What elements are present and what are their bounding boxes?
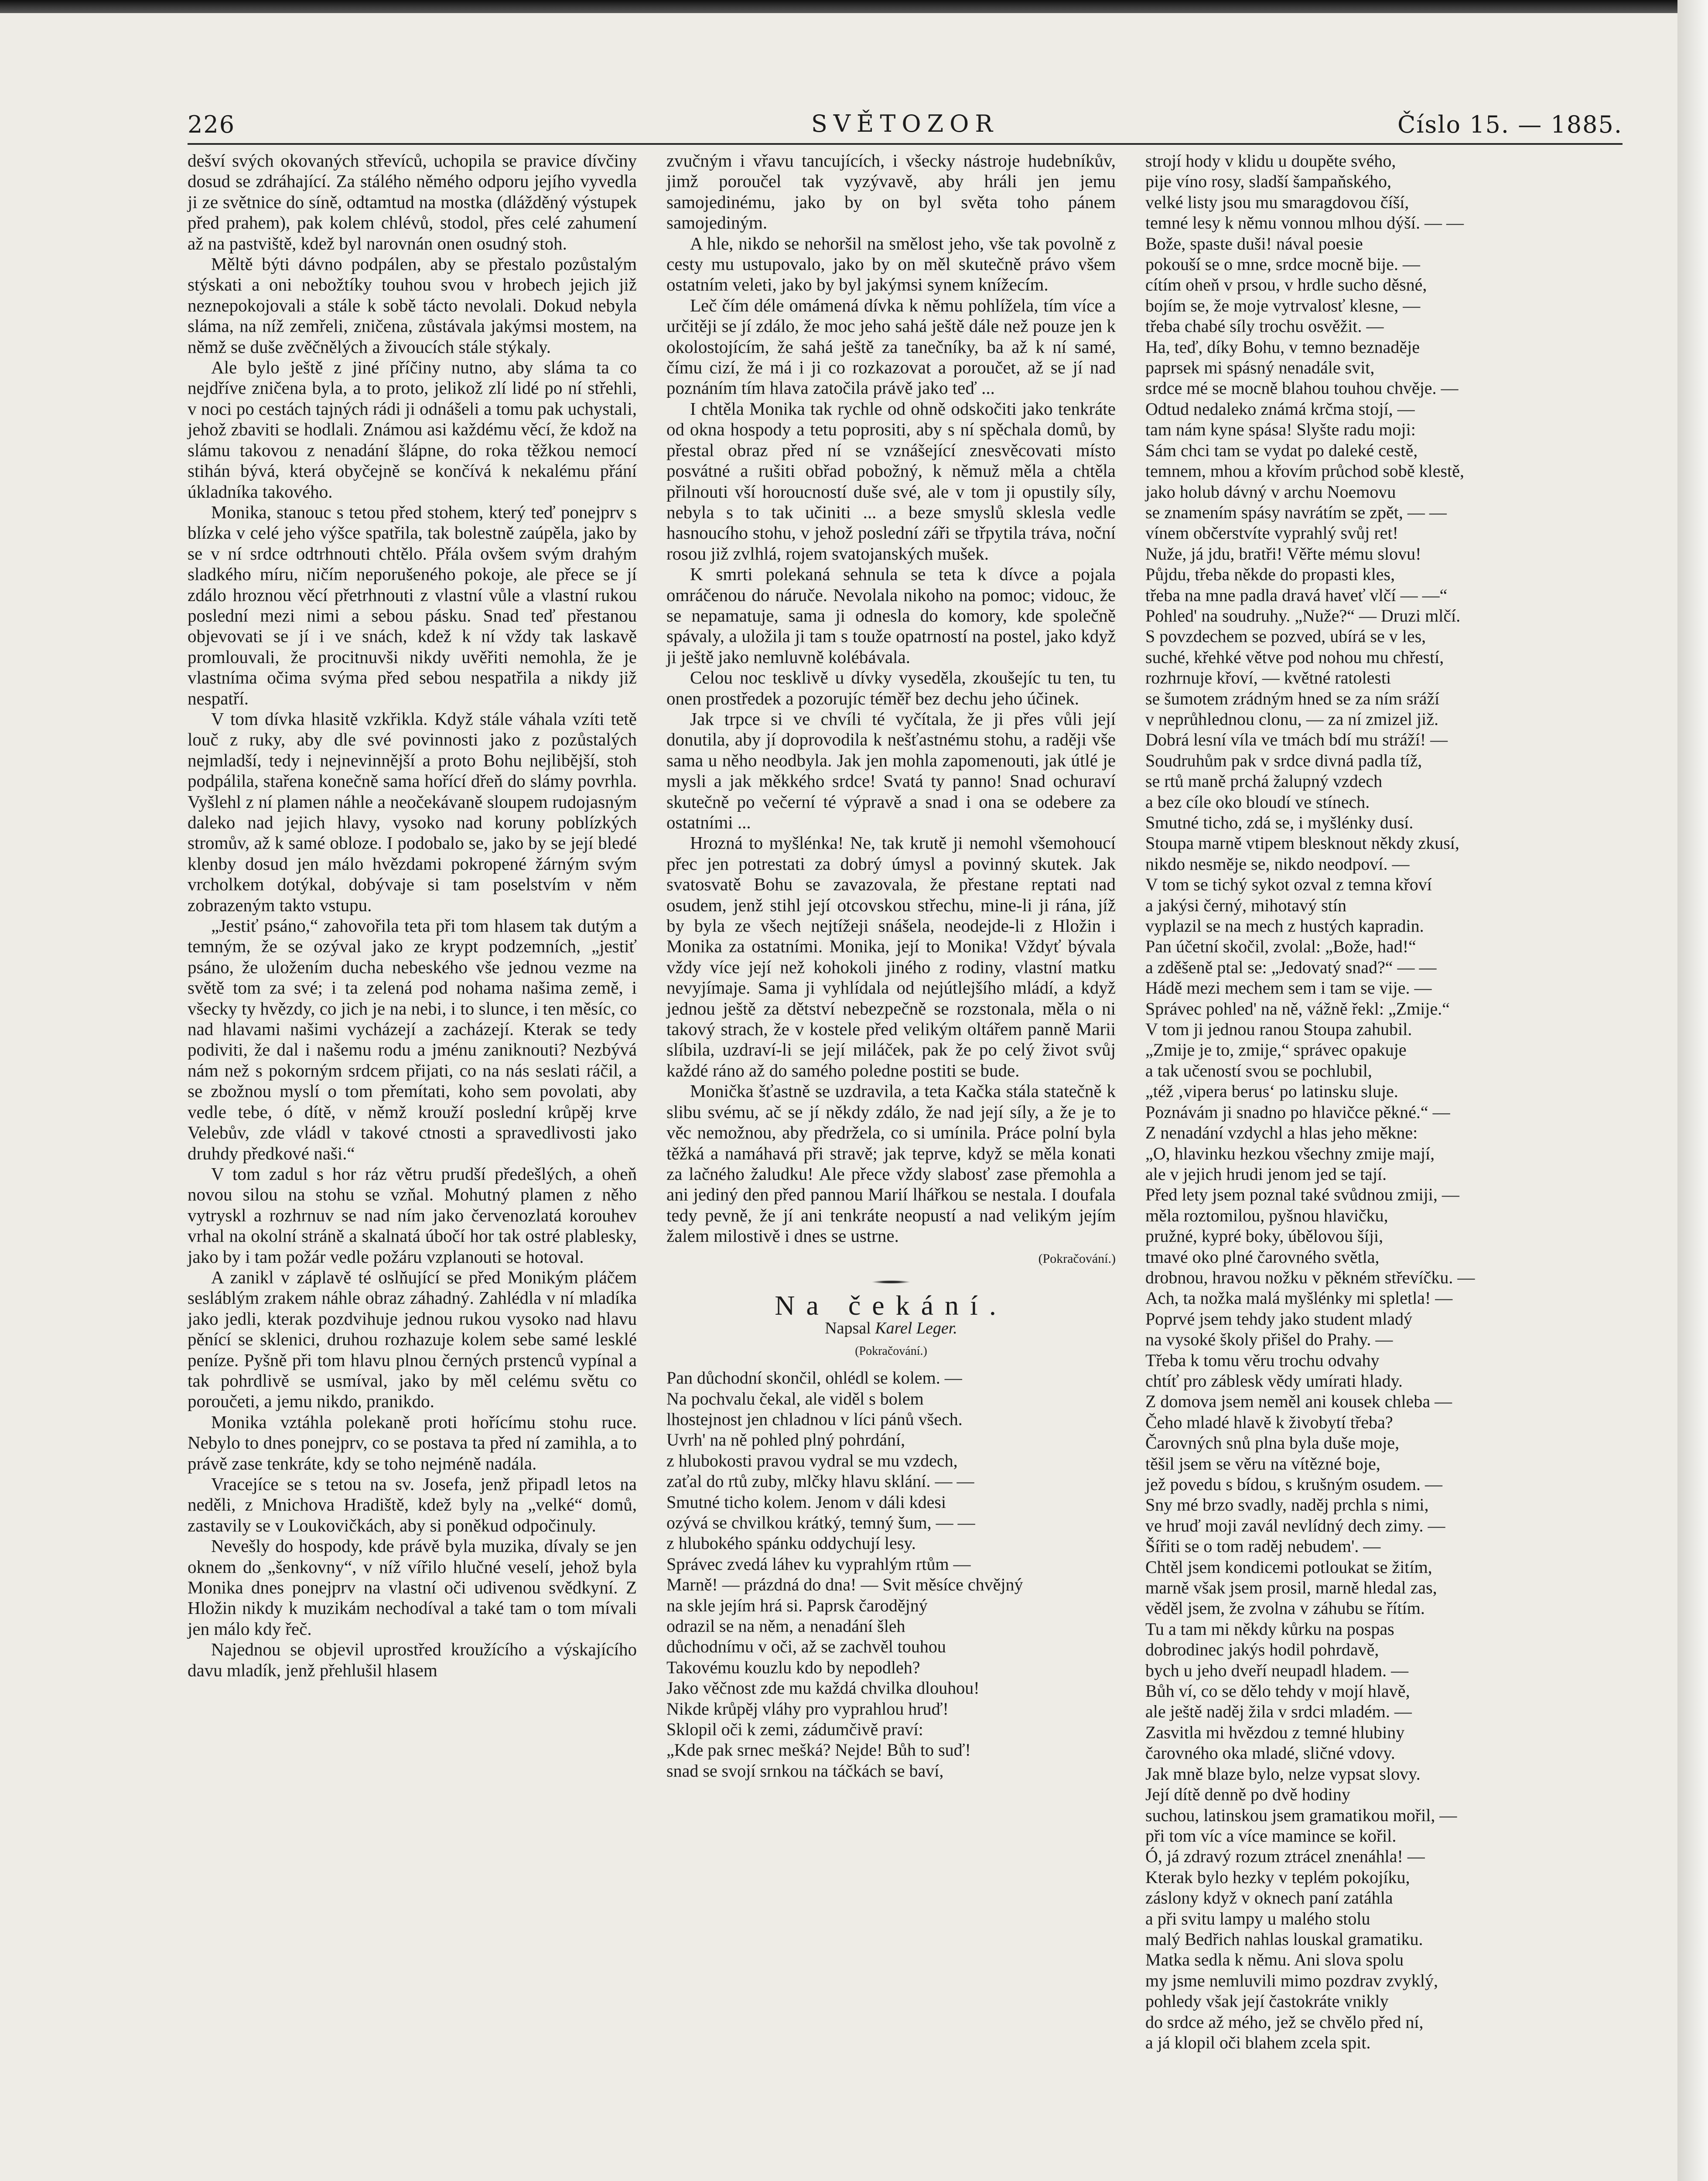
poem-line: Pohled' na soudruhy. „Nuže?“ — Druzi mlčí.	[1145, 605, 1461, 626]
paragraph: dešví svých okovaných střevíců, uchopila se pravice dívčiny dosud se zdráhající. Za stálého němého odporu jejího vyvedla ji ze světnice do síně, odtamtud na mostka (dlážděný výstupek před prahem), pak kolem chlévů, stodol, přes celé zahumení až na pastviště, kdež byl narovnán onen osudný stoh.	[188, 150, 637, 253]
poem-line: a já klopil oči blahem zcela spit.	[1145, 2032, 1371, 2052]
poem-line: záslony když v oknech paní zatáhla	[1145, 1888, 1393, 1908]
poem-line: Sám chci tam se vydat po daleké cestě,	[1145, 440, 1418, 460]
poem-line: Smutné ticho, zdá se, i myšlénky dusí.	[1145, 813, 1414, 832]
paragraph: A zanikl v záplavě té oslňující se před Monikým pláčem sesláblým zrakem náhle obraz záhadný. Zahlédla v ní mladíka jako jedli, kterak pozdvihuje jednou rukou vysoko nad hlavu pěnící se sklenici, druhou rozhazuje kolem sebe samé lesklé peníze. Pyšně při tom hlavu plnou černých prstenců vypínal a tak pohrdlivě se usmíval, jako by měl celému světu co poroučeti, a jemu nikdo, pranikdo.	[188, 1267, 637, 1412]
poem-line: a při svitu lampy u malého stolu	[1145, 1908, 1370, 1928]
poem-line: Pan důchodní skončil, ohlédl se kolem. —	[666, 1368, 962, 1388]
poem-line: V tom se tichý sykot ozval z temna křoví	[1145, 875, 1432, 895]
poem-line: Na pochvalu čekal, ale viděl s bolem	[666, 1388, 924, 1408]
poem-line: z hlubokého spánku oddychují lesy.	[666, 1533, 916, 1553]
poem-line: temné lesy k němu vonnou mlhou dýší. — —	[1145, 213, 1464, 233]
poem-line: a jakýsi černý, mihotavý stín	[1145, 895, 1347, 915]
poem-line: Sklopil oči k zemi, zádumčivě praví:	[666, 1720, 923, 1740]
page-number: 226	[188, 111, 236, 138]
poem-line: vínem občerstvíte vyprahlý svůj ret!	[1145, 523, 1398, 543]
poem-line: Šířiti se o tom raděj nebudem'. —	[1145, 1536, 1381, 1556]
poem-line: Ha, teď, díky Bohu, v temno beznaděje	[1145, 337, 1420, 357]
poem-line: Soudruhům pak v srdce divná padla tíž,	[1145, 750, 1422, 770]
paragraph: Monika, stanouc s tetou před stohem, který teď ponejprv s blízka v celé jeho výšce spatřila, tak bolestně zaúpěla, jako by se v ní srdce odtrhnouti chtělo. Přála ovšem svým drahým sladkého míru, ničím neporušeného pokoje, ale přece se jí zdálo hroznou věcí přetrhnouti z vlastní vůle a vlastní rukou poslední mezi nimi a sebou pásku. Snad teď přestanou objevovati se jí i ve snách, kdež k ní vždy tak laskavě promlouvali, že procitnuvši nikdy uvěřiti nemohla, že je vlastníma očima svýma před sebou nespatřila a nikdy již nespatří.	[188, 502, 637, 708]
continuation-note: (Pokračování.)	[1038, 1251, 1116, 1266]
poem-line: bych u jeho dveří neupadl hladem. —	[1145, 1660, 1409, 1680]
paragraph: K smrti polekaná sehnula se teta k dívce a pojala omráčenou do náruče. Nevolala nikoho na pomoc; vidouc, že se nepamatuje, sama ji odnesla do komory, kde společně spávaly, a uložila ji tam s touže opatrností na postel, jako když ji ještě jako nemluvně kolébávala.	[666, 564, 1116, 667]
poem-line: Sny mé brzo svadly, naděj prchla s nimi,	[1145, 1495, 1429, 1515]
poem-line: chtíť pro záblesk vědy umírati hlady.	[1145, 1371, 1403, 1391]
paragraph: A hle, nikdo se nehoršil na smělost jeho, vše tak povolně z cesty mu ustupovalo, jako by on měl skutečně právo všem ostatním veleti, jako by byl jakýmsi synem knížecím.	[666, 233, 1116, 295]
poem-line: pokouší se o mne, srdce mocně bije. —	[1145, 254, 1420, 274]
poem-line: Správec zvedá láhev ku vyprahlým rtům —	[666, 1554, 971, 1574]
poem-line: velké listy jsou mu smaragdovou číší,	[1145, 192, 1409, 212]
poem-line: Tu a tam mi někdy kůrku na pospas	[1145, 1619, 1394, 1639]
poem-line: pružné, kypré boky, úbělovou šíji,	[1145, 1226, 1383, 1246]
paragraph: „Jestiť psáno,“ zahovořila teta při tom hlasem tak dutým a temným, že se ozýval jako ze krypt podzemních, „jestiť psáno, že uložením ducha nebeského vše jednou vezme na světě tom za své; i ta zelená pod nohama našima země, i všecky ty hvězdy, co jich je na nebi, i to slunce, i ten měsíc, co nad hlavami našimi vycházejí a zacházejí. Kterak se tedy podiviti, že dal i našemu rodu a jménu zaniknouti? Nezbývá nám než s pokorným srdcem přijati, co na nás seslati ráčil, a se zbožnou myslí o tom přemítati, koho sem povolati, aby vedle tebe, ó dítě, v němž krouží poslední krůpěj krve Velebův, zde vládl v takové ctnosti a spravedlivosti jako druhdy předkové naši.“	[188, 916, 637, 1163]
poem-line: Hádě mezi mechem sem i tam se vije. —	[1145, 978, 1432, 998]
poem-line: dobrodinec jakýs hodil pohrdavě,	[1145, 1640, 1379, 1660]
poem-line: se šumotem zrádným hned se za ním sráží	[1145, 688, 1440, 708]
poem-line: odrazil se na něm, a nenadání šleh	[666, 1616, 905, 1636]
poem-line: Matka sedla k němu. Ani slova spolu	[1145, 1950, 1404, 1970]
poem-line: věděl jsem, že zvolna v záhubu se řítím.	[1145, 1598, 1425, 1618]
poem-line: Odtud nedaleko známá krčma stojí, —	[1145, 399, 1415, 419]
poem-line: tmavé oko plné čarovného světla,	[1145, 1247, 1380, 1267]
byline-prefix: Napsal	[825, 1319, 871, 1338]
page-header	[188, 104, 1623, 139]
poem-line: strojí hody v klidu u doupěte svého,	[1145, 151, 1396, 171]
poem-line: Bože, spaste duši! nával poesie	[1145, 233, 1363, 253]
poem-block	[666, 1367, 1116, 1781]
poem-line: ozývá se chvilkou krátký, temný šum, — —	[666, 1513, 975, 1532]
poem-line: rozhrnuje křoví, — květné ratolesti	[1145, 668, 1391, 688]
poem-line: lhostejnost jen chladnou v líci pánů všech.	[666, 1409, 963, 1429]
poem-line: suchou, latinskou jsem gramatikou mořil, —	[1145, 1805, 1457, 1825]
poem-line: Před lety jsem poznal také svůdnou zmiji, —	[1145, 1185, 1459, 1205]
journal-title: SVĚTOZOR	[811, 110, 999, 137]
poem-line: „též ‚vipera berus‘ po latinsku sluje.	[1145, 1081, 1398, 1101]
poem-line: srdce mé se mocně blahou touhou chvěje. —	[1145, 378, 1459, 398]
poem-line: z hlubokosti pravou vydral se mu vzdech,	[666, 1450, 958, 1470]
poem-line: Zasvitla mi hvězdou z temné hlubiny	[1145, 1722, 1405, 1742]
poem-line: Ach, ta nožka malá myšlénky mi spletla! —	[1145, 1288, 1453, 1308]
poem-line: čarovného oka mladé, sličné vdovy.	[1145, 1743, 1395, 1763]
column-1	[188, 150, 637, 1681]
poem-line: na skle jejím hrá si. Paprsk čarodějný	[666, 1595, 928, 1615]
poem-line: Správec pohled' na ně, vážně řekl: „Zmije.“	[1145, 998, 1450, 1019]
story-continuation: (Pokračování.)	[855, 1344, 927, 1358]
poem-line: Poprvé jsem tehdy jako student mladý	[1145, 1309, 1413, 1329]
poem-line: Třeba k tomu věru trochu odvahy	[1145, 1350, 1380, 1370]
column-3	[1145, 150, 1623, 2053]
poem-line: marně však jsem prosil, marně hledal zas,	[1145, 1578, 1437, 1598]
poem-line: Nikde krůpěj vláhy pro vyprahlou hruď!	[666, 1699, 949, 1719]
poem-line: ve hruď moji zavál nevlídný dech zimy. —	[1145, 1515, 1445, 1535]
poem-line: Poznávám ji snadno po hlavičce pěkné.“ —	[1145, 1102, 1450, 1122]
poem-line: my jsme nemluvili mimo pozdrav zvyklý,	[1145, 1970, 1438, 1990]
header-rule	[188, 143, 1623, 145]
paragraph: Celou noc tesklivě u dívky vyseděla, zkoušejíc tu ten, tu onen prostředek a pozorujíc téměř bez dechu jeho účinek.	[666, 667, 1116, 708]
paragraph: Nevešly do hospody, kde právě byla muzika, dívaly se jen oknem do „šenkovny“, v níž vířilo hlučné veselí, jehož byla Monika dnes ponejprv na vlastní oči udivenou svědkyní. Z Hložin nikdy k muzikám nechodíval a také tam o tom mívali jen málo kdy řeč.	[188, 1536, 637, 1639]
poem-line: Čeho mladé hlavě k živobytí třeba?	[1145, 1412, 1393, 1432]
paragraph: Hrozná to myšlénka! Ne, tak krutě ji nemohl všemohoucí přec jen potrestati za dobrý úmysl a povinný skutek. Jak svatosvatě Bohu se zavazovala, že přestane reptati nad osudem, jenž stihl její otcovskou střechu, mine-li ji rána, jíž by byla ze všech nejtížeji snášela, neodejde-li z Hložin i Monika za ostatními. Monika, její to Monika! Vždyť bývala vždy více její než kohokoli jiného z rodiny, vlastní matku nevyjímaje. Sama ji vyhlídala od nejútlejšího mládí, a když jednou ještě za dětství nebezpečně se rozstonala, měla o ni takový strach, že v kostele před velikým oltářem panně Marii slíbila, uzdraví-li se její miláček, pak že po celý život svůj každé ráno až do samého poledne postiti se bude.	[666, 833, 1116, 1080]
poem-line: a bez cíle oko bloudí ve stínech.	[1145, 792, 1370, 812]
poem-line: se rtů maně prchá žalupný vzdech	[1145, 771, 1383, 791]
poem-line: Smutné ticho kolem. Jenom v dáli kdesi	[666, 1492, 946, 1512]
poem-line: bojím se, že moje vytrvalosť klesne, —	[1145, 295, 1421, 315]
paragraph: Monika vztáhla polekaně proti hořícímu stohu ruce. Nebylo to dnes ponejprv, co se postava ta před ní zamihla, a to právě zase tenkráte, kdy se toho nejméně nadála.	[188, 1412, 637, 1473]
paragraph: Leč čím déle omámená dívka k němu pohlížela, tím více a určitěji se jí zdálo, že moc jeho sahá ještě dále než pouze jen k okolostojícím, že sahá ještě za tanečníky, ba až k ní samé, čímu cizí, že má i ji co rozkazovat a poroučet, až se jí nad poznáním tím hlava zatočila právě jako teď ...	[666, 295, 1116, 398]
poem-line: temnem, mhou a křovím průchod sobě klestě,	[1145, 461, 1464, 481]
poem-line: Nuže, já jdu, bratři! Věřte mému slovu!	[1145, 544, 1421, 564]
poem-line: těšil jsem se věru na vítězné boje,	[1145, 1453, 1380, 1473]
paragraph: Ale bylo ještě z jiné příčiny nutno, aby sláma ta co nejdříve zničena byla, a to proto, jelikož zlí lidé po ní střehli, v noci po cestách tajných rádi ji odnášeli a tomu pak uchystali, jehož zbaviti se hodlali. Známou asi každému věcí, že kdož na slámu takovou z nenadání šlápne, do roka těžkou nemocí stihán bývá, která obyčejně se končívá k nekalému přání úkladníka takového.	[188, 357, 637, 502]
paragraph: Měltě býti dávno podpálen, aby se přestalo pozůstalým stýskati a oni nebožtíky touhou svou v hrobech jejich již neznepokojovali a stále k sobě tácto nevolali. Dokud nebyla sláma, na níž zemřeli, zničena, zůstávala jakýmsi mostem, na němž se duše zvěčnělých a živoucích stále stýkaly.	[188, 254, 637, 357]
paragraph: Jak trpce si ve chvíli té vyčítala, že ji přes vůli její donutila, aby jí doprovodila k nešťastnému stohu, a raději vše sama u něho neodbyla. Jak jen mohla zapomenouti, jak útlé je mysli a jak měkkého srdce! Svatá ty panno! Snad ochuraví skutečně po večerní té výpravě a snad i ona se odebere za ostatními ...	[666, 708, 1116, 832]
paragraph: I chtěla Monika tak rychle od ohně odskočiti jako tenkráte od okna hospody a tetu poprositi, aby s ní spěchala domů, by přestal obraz před ní se vznášející znesvěcovati místo posvátné a rušiti obřad pobožný, k němuž měla a chtěla přilnouti vší horoucností duše své, ale v tom ji opustily síly, nebyla s to tak učiniti ... a beze smyslů sklesla vedle hasnoucího stohu, v jehož poslední záři se třpytila tráva, noční rosou již zvlhlá, rojem svatojanských mušek.	[666, 398, 1116, 564]
poem-line: Chtěl jsem kondicemi potloukat se žitím,	[1145, 1557, 1432, 1577]
poem-line: Pan účetní skočil, zvolal: „Bože, had!“	[1145, 937, 1416, 957]
poem-line: jež povedu s bídou, s krušným osudem. —	[1145, 1474, 1443, 1494]
poem-line: paprsek mi spásný nenadále svit,	[1145, 358, 1375, 378]
poem-line: Z nenadání vzdychl a hlas jeho měkne:	[1145, 1123, 1418, 1143]
poem-line: zaťal do rtů zuby, mlčky hlavu sklání. — —	[666, 1471, 974, 1491]
poem-line: se znamením spásy navrátím se zpět, — —	[1145, 502, 1447, 522]
poem-line: malý Bedřich nahlas louskal gramatiku.	[1145, 1929, 1423, 1949]
poem-line: Ó, já zdravý rozum ztrácel znenáhla! —	[1145, 1846, 1425, 1866]
poem-line: pohledy však její častokráte vnikly	[1145, 1991, 1389, 2011]
paragraph: Monička šťastně se uzdravila, a teta Kačka stála statečně k slibu svému, ač se jí někdy zdálo, že nad její síly, a že je to věc nemožnou, aby předržela, co si umínila. Práce polní byla těžká a namáhavá při stravě; jak teprve, když se měla konati za lačného žaludku! Ale přece vždy slabosť zase přemohla a ani jediný den před pannou Marií lhářkou se nestala. I doufala tedy pevně, že jí ani tenkráte neopustí a nad velikým jejím žalem milostivě i dnes se ustrne.	[666, 1081, 1116, 1246]
poem-line: „O, hlavinku hezkou všechny zmije mají,	[1145, 1143, 1435, 1163]
poem-line: Marně! — prázdná do dna! — Svit měsíce chvějný	[666, 1575, 1023, 1595]
poem-line: „Zmije je to, zmije,“ správec opakuje	[1145, 1040, 1407, 1060]
poem-line: třeba chabé síly trochu osvěžit. —	[1145, 316, 1384, 336]
poem-line: třeba na mne padla dravá haveť vlčí — —“	[1145, 585, 1448, 605]
paragraph: V tom zadul s hor ráz větru prudší předešlých, a oheň novou silou na stohu se vzňal. Mohutný plamen z něho vytryskl a rozhrnuv se nad ním jako červenozlatá korouhev vrhal na okolní stráně a skalnatá úbočí hor tak ostré plablesky, jako by i tam požár vedle požáru vzplanouti se hotoval.	[188, 1163, 637, 1267]
poem-line: a zděšeně ptal se: „Jedovatý snad?“ — —	[1145, 957, 1437, 977]
story-title: Na čekání.	[775, 1289, 1008, 1321]
poem-line: Uvrh' na ně pohled plný pohrdání,	[666, 1430, 905, 1450]
poem-line: při tom víc a více mamince se kořil.	[1145, 1825, 1397, 1846]
paragraph: Najednou se objevil uprostřed kroužícího a výskajícího davu mladík, jenž přehlušil hlasem	[188, 1639, 637, 1680]
column-2	[666, 150, 1116, 1781]
page-right-edge	[1677, 0, 1708, 2181]
poem-line: cítím oheň v prsou, v hrdle sucho děsné,	[1145, 275, 1427, 295]
poem-line: Kterak bylo hezky v teplém pokojíku,	[1145, 1867, 1410, 1887]
poem-line: pije víno rosy, sladší šampaňského,	[1145, 171, 1392, 191]
poem-line: vyplazil se na mech z hustých kapradin.	[1145, 916, 1424, 936]
poem-line: Čarovných snů plna byla duše moje,	[1145, 1433, 1400, 1453]
paragraph: zvučným i vřavu tancujících, i všecky nástroje hudebníkův, jimž poroučel tak vyzývavě, aby hráli jen jemu samojedinému, jako by on byl světa toho pánem samojediným.	[666, 150, 1116, 233]
section-divider-ornament	[871, 1280, 911, 1284]
story-byline	[666, 1318, 1116, 1339]
poem-line: Bůh ví, co se dělo tehdy v mojí hlavě,	[1145, 1681, 1410, 1701]
story-author: Karel Leger.	[875, 1319, 957, 1338]
issue-label: Číslo 15. — 1885.	[1397, 111, 1623, 138]
poem-line: Jak mně blaze bylo, nelze vypsat slovy.	[1145, 1764, 1421, 1784]
paragraph: Vracejíce se s tetou na sv. Josefa, jenž připadl letos na neděli, z Mnichova Hradiště, kdež byly na „velké“ domů, zastavily se v Loukovičkách, aby si poněkud odpočinuly.	[188, 1474, 637, 1535]
poem-line: drobnou, hravou nožku v pěkném střevíčku. —	[1145, 1267, 1475, 1287]
poem-line: Půjdu, třeba někde do propasti kles,	[1145, 564, 1395, 585]
poem-line: v neprůhlednou clonu, — za ní zmizel již.	[1145, 709, 1439, 729]
poem-line: nikdo nesměje se, nikdo neodpoví. —	[1145, 854, 1410, 874]
poem-line: na vysoké školy přišel do Prahy. —	[1145, 1330, 1393, 1350]
poem-line: Takovému kouzlu kdo by nepodleh?	[666, 1657, 920, 1677]
poem-line: snad se svojí srnkou na táčkách se baví,	[666, 1761, 944, 1781]
poem-line: ale ještě naděj žila v srdci mladém. —	[1145, 1702, 1412, 1722]
paragraph: V tom dívka hlasitě vzkřikla. Když stále váhala vzíti tetě louč z ruky, aby dle své povinnosti jako z pozůstalých nejmladší, tedy i nejnevinnější a proto Bohu nejlibější, stoh podpálila, stařena konečně sama hořící dřeň do slámy povrhla. Vyšlehl z ní plamen náhle a neočekávaně sloupem rudojasným daleko nad jejich hlavy, vysoko nad koruny poblízkých stromův, až k samé obloze. I podobalo se, jako by se její bledé klenby dosud jen málo hvězdami pokropené žárným svým vrcholkem dotýkal, dobývaje si tam poselstvím v něm zobrazeným takto vstupu.	[188, 708, 637, 915]
poem-line: S povzdechem se pozved, ubírá se v les,	[1145, 626, 1426, 646]
poem-line: ale v jejich hrudi jenom jed se tají.	[1145, 1164, 1387, 1184]
poem-line: důchodnímu v oči, až se zachvěl touhou	[666, 1637, 946, 1657]
poem-block	[1145, 150, 1623, 2053]
poem-line: „Kde pak srnec mešká? Nejde! Bůh to suď!	[666, 1740, 971, 1760]
poem-line: V tom ji jednou ranou Stoupa zahubil.	[1145, 1019, 1412, 1039]
poem-line: tam nám kyne spása! Slyšte radu moji:	[1145, 420, 1416, 440]
poem-line: Jako věčnost zde mu každá chvilka dlouhou!	[666, 1678, 980, 1698]
poem-line: jako holub dávný v archu Noemovu	[1145, 482, 1396, 502]
poem-line: Stoupa marně vtipem blesknout někdy zkusí,	[1145, 833, 1459, 853]
poem-line: a tak učeností svou se pochlubil,	[1145, 1060, 1372, 1080]
poem-line: Z domova jsem neměl ani kousek chleba —	[1145, 1391, 1452, 1412]
poem-line: Dobrá lesní víla ve tmách bdí mu stráží! —	[1145, 730, 1448, 750]
poem-line: Její dítě denně po dvě hodiny	[1145, 1784, 1350, 1805]
poem-line: do srdce až mého, jež se chvělo před ní,	[1145, 2012, 1424, 2032]
poem-line: měla roztomilou, pyšnou hlavičku,	[1145, 1205, 1388, 1225]
poem-line: suché, křehké větve pod nohou mu chřestí,	[1145, 647, 1444, 667]
page-top-edge	[0, 0, 1708, 13]
